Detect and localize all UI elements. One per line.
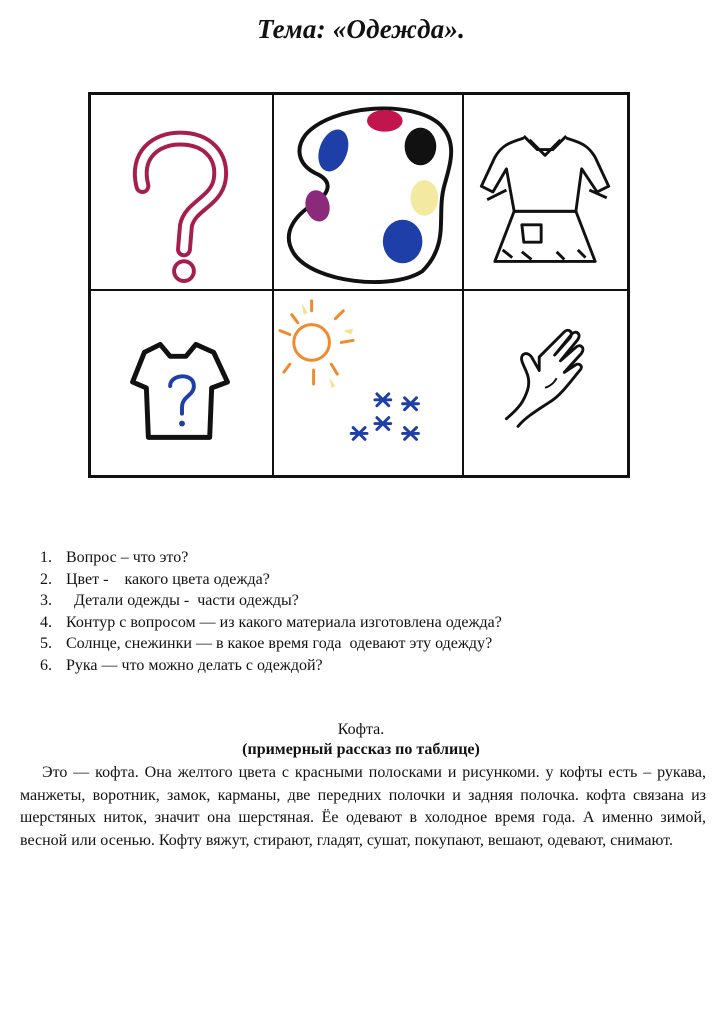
cell-actions [464, 291, 627, 475]
question-mark-icon [91, 95, 272, 289]
cell-material [91, 291, 274, 475]
story-title: Кофта. [337, 721, 385, 738]
cell-palette [274, 95, 464, 291]
hand-icon [464, 291, 627, 475]
story-subtitle: (примерный рассказ по таблице) [242, 741, 480, 758]
sun-snowflakes-icon [274, 291, 462, 475]
palette-icon [274, 95, 462, 289]
cell-question [91, 95, 274, 291]
list-item: 4. Контур с вопросом — из какого материала изготовлена одежда? [40, 613, 502, 631]
list-item: 6. Рука — что можно делать с одеждой? [40, 656, 323, 674]
mnemonic-table [88, 92, 630, 478]
list-item: 1. Вопрос – что это? [40, 549, 189, 566]
list-item: 5. Солнце, снежинки — в какое время года одевают эту одежду? [40, 635, 493, 652]
list-item: 3. Детали одежды - части одежды? [40, 592, 299, 609]
list-item: 2. Цвет - какого цвета одежда? [40, 570, 270, 588]
page-title: Тема: «Одежда». [256, 14, 466, 44]
cell-season [274, 291, 464, 475]
questions-list [40, 547, 502, 676]
story-text: Это — кофта. Она желтого цвета с красными полосками и рисункоми. у кофты есть – рукава, манжеты, воротник, замок, карманы, две передних полочки и задняя полочка. кофта связана из шерстяных ниток, значит она шерстяная. Ёе одевают в холодное время года. А именно зимой, весной или осенью. Кофту вяжут, стирают, гладят, сушат, покупают, вешают, одевают, снимают. [20, 764, 706, 849]
cell-clothing-details [464, 95, 627, 291]
shirt-question-icon [91, 291, 272, 475]
dress-icon [464, 95, 627, 289]
